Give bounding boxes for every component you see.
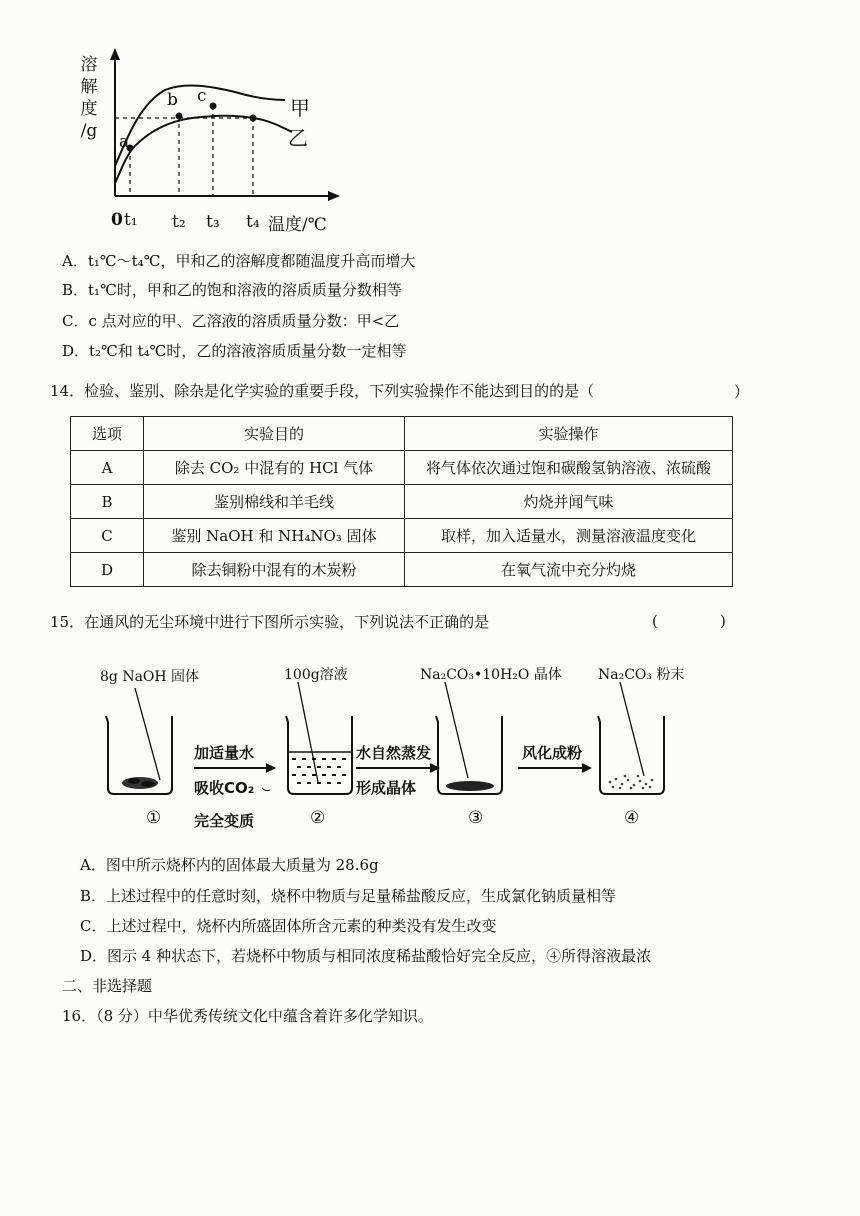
cell-operation: 灼烧并闻气味 [405,485,733,519]
q15-option-c: C．上述过程中，烧杯内所盛固体所含元素的种类没有发生改变 [80,917,497,935]
q16-stem: 16．（8 分）中华优秀传统文化中蕴含着许多化学知识。 [62,1007,433,1025]
q15-stem: 15．在通风的无尘环境中进行下图所示实验，下列说法不正确的是 [50,613,490,631]
q15-paren-open: ( [652,612,658,630]
table-header-row [71,417,733,451]
number-2: ② [310,808,326,828]
label-powder: Na₂CO₃ 粉末 [598,667,685,683]
section-title: 二、非选择题 [62,977,153,995]
curve-yi [115,116,292,183]
number-3: ③ [468,808,484,828]
label-point-b: b [167,90,178,110]
table-row [71,553,733,587]
q13-option-d: D．t₂℃和 t₄℃时，乙的溶液溶质质量分数一定相等 [62,342,407,360]
arrow2-bottom-text: 形成晶体 [356,779,417,797]
cell-operation: 取样，加入适量水，测量溶液温度变化 [405,519,733,553]
tick-0: 0 [111,210,123,230]
x-axis-arrow [328,191,340,201]
q15-option-d: D．图示 4 种状态下，若烧杯中物质与相同浓度稀盐酸恰好完全反应，④所得溶液最浓 [80,947,652,965]
tick-t1: t₁ [124,210,138,230]
arrow3-top-text: 风化成粉 [522,744,583,762]
point-b [176,113,183,120]
ylabel-3: 度 [80,99,98,119]
number-4: ④ [624,808,640,828]
cell-option: A [71,451,144,485]
q14-paren-close: ） [734,383,750,401]
ylabel-2: 解 [80,77,98,97]
q13-option-c: C．c 点对应的甲、乙溶液的溶质质量分数：甲<乙 [62,312,400,330]
header-operation: 实验操作 [405,417,733,451]
cell-operation: 在氧气流中充分灼烧 [405,553,733,587]
tick-t2: t₂ [172,212,186,232]
table-row [71,485,733,519]
beaker-4 [598,682,664,794]
q14-stem: 14．检验、鉴别、除杂是化学实验的重要手段，下列实验操作不能达到目的的是（ [50,382,595,400]
header-option: 选项 [71,417,144,451]
arrow1-bottom2-text: 完全变质 [194,812,255,830]
beaker-3 [436,682,502,794]
cell-purpose: 鉴别 NaOH 和 NH₄NO₃ 固体 [144,519,405,553]
table-row [71,519,733,553]
ylabel-4: /g [80,121,98,141]
q14-table [70,416,733,587]
cell-purpose: 除去 CO₂ 中混有的 HCl 气体 [144,451,405,485]
q15-option-b: B．上述过程中的任意时刻，烧杯中物质与足量稀盐酸反应，生成氯化钠质量相等 [80,887,617,905]
beaker-2 [286,682,352,794]
number-1: ① [146,808,162,828]
q13-option-b: B．t₁℃时，甲和乙的饱和溶液的溶质质量分数相等 [62,281,402,299]
cell-option: C [71,519,144,553]
cell-option: B [71,485,144,519]
y-axis-arrow [110,48,120,60]
xlabel: 温度/℃ [268,215,327,235]
label-curve-jia: 甲 [290,96,310,120]
label-curve-yi: 乙 [288,126,308,150]
header-purpose: 实验目的 [144,417,405,451]
solubility-graph [70,48,350,238]
label-solution: 100g溶液 [284,667,348,683]
label-point-c: c [197,86,207,106]
cell-option: D [71,553,144,587]
point-t4 [250,115,257,122]
q13-option-a: A．t₁℃～t₄℃，甲和乙的溶解度都随温度升高而增大 [62,252,416,270]
label-naoh: 8g NaOH 固体 [100,669,200,685]
label-crystal: Na₂CO₃•10H₂O 晶体 [420,667,562,683]
cell-purpose: 鉴别棉线和羊毛线 [144,485,405,519]
arrow1-top-text: 加适量水 [194,744,255,762]
q15-paren-close: ) [720,612,726,630]
cell-purpose: 除去铜粉中混有的木炭粉 [144,553,405,587]
tick-t3: t₃ [206,212,220,232]
q15-option-a: A．图中所示烧杯内的固体最大质量为 28.6g [80,856,379,874]
tick-t4: t₄ [246,212,260,232]
cell-operation: 将气体依次通过饱和碳酸氢钠溶液、浓硫酸 [405,451,733,485]
arrow1-bottom-text: 吸收CO₂ [194,779,255,797]
table-row [71,451,733,485]
label-point-a: a [119,132,130,152]
beaker-1 [106,688,172,794]
ylabel-1: 溶 [80,55,98,75]
q15-diagram [90,660,770,835]
arrow2-top-text: 水自然蒸发 [356,744,432,762]
point-c [210,103,217,110]
